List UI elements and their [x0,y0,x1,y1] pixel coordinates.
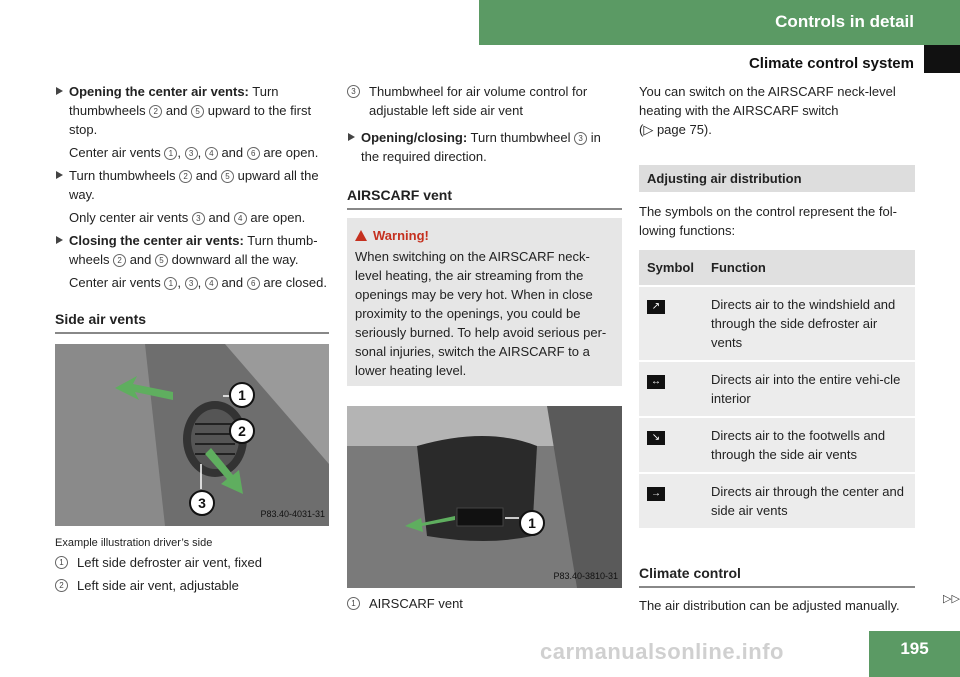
function-text: Directs air to the windshield and through the side defroster air vents [703,287,915,360]
airscarf-heading: AIRSCARF vent [347,186,622,210]
callout-1: 1 [229,382,255,408]
continue-arrow-icon: ▷▷ [943,593,960,605]
callout-2: 2 [229,418,255,444]
side-vents-heading: Side air vents [55,310,329,334]
right-column [639,82,915,619]
warning-icon [355,230,367,241]
function-text: Directs air into the entire vehi-cle interior [703,362,915,416]
result-open-first: Center air vents 1 , 3 , 4 and 6 are open. [69,145,319,160]
air-distribution-heading: Adjusting air distribution [639,165,915,192]
section-title: Controls in detail [775,12,914,31]
windshield-air-icon: ↗ [647,300,665,314]
result-closed: Center air vents 1 , 3 , 4 and 6 are closed. [69,275,327,290]
warning-box [347,218,622,386]
legend-item-2: 2 Left side air vent, adjustable [55,576,329,595]
table-header-row [639,250,915,285]
instruction-open-close: Opening/closing: Turn thumbwheel 3 in the required direction. [347,128,622,166]
legend-item-3: 3 Thumbwheel for air volume control for adjustable left side air vent [347,82,622,120]
table-row [639,474,915,528]
left-column [55,82,329,599]
instruction-close-center: Closing the center air vents: Turn thumb-wheels 2 and 5 downward all the way. [55,231,329,269]
function-text: Directs air to the footwells and through the side air vents [703,418,915,472]
warning-text: When switching on the AIRSCARF neck-level heating, the air streaming from the openings may be very hot. When in close proximity to the openings, you could be seriously burned. To help avoid serious per-sonal injuries, switch the AIRSCARF to a lower heating level. [355,249,607,378]
airscarf-photo [347,406,622,588]
airscarf-switch-text: You can switch on the AIRSCARF neck-level heating with the AIRSCARF switch (▷ page 75). [639,84,896,137]
header-tab [924,45,960,73]
center-air-icon: → [647,487,665,501]
airscarf-caption: 1 AIRSCARF vent [347,594,622,613]
warning-title: Warning! [355,226,614,245]
airscarf-illustration [347,406,622,588]
callout-3: 3 [189,490,215,516]
column-header-function: Function [703,250,915,285]
table-row [639,287,915,360]
instruction-open-all: Turn thumbwheels 2 and 5 upward all the way. [55,166,329,204]
page-number: 195 [869,631,960,677]
instruction-open-center: Opening the center air vents: Turn thumbwheels 2 and 5 upward to the first stop. [55,82,329,139]
climate-control-heading: Climate control [639,564,915,588]
airscarf-callout-1: 1 [519,510,545,536]
symbols-description: The symbols on the control represent the fol-lowing functions: [639,204,897,238]
result-open-all: Only center air vents 3 and 4 are open. [69,210,306,225]
figure-code-2: P83.40-3810-31 [553,571,618,581]
figure-code: P83.40-4031-31 [260,509,325,519]
function-text: Directs air through the center and side air vents [703,474,915,528]
figure-caption: Example illustration driver’s side [55,537,213,549]
climate-control-text: The air distribution can be adjusted manually. [639,598,900,613]
interior-air-icon: ↔ [647,375,665,389]
watermark: carmanualsonline.info [540,639,784,664]
legend-item-1: 1 Left side defroster air vent, fixed [55,553,329,572]
table-row [639,418,915,472]
middle-column [347,82,622,617]
table-row [639,362,915,416]
side-vent-photo [55,344,329,526]
symbol-table [639,248,915,530]
footwell-air-icon: ↘ [647,431,665,445]
column-header-symbol: Symbol [639,250,703,285]
subsection-title: Climate control system [748,55,914,72]
